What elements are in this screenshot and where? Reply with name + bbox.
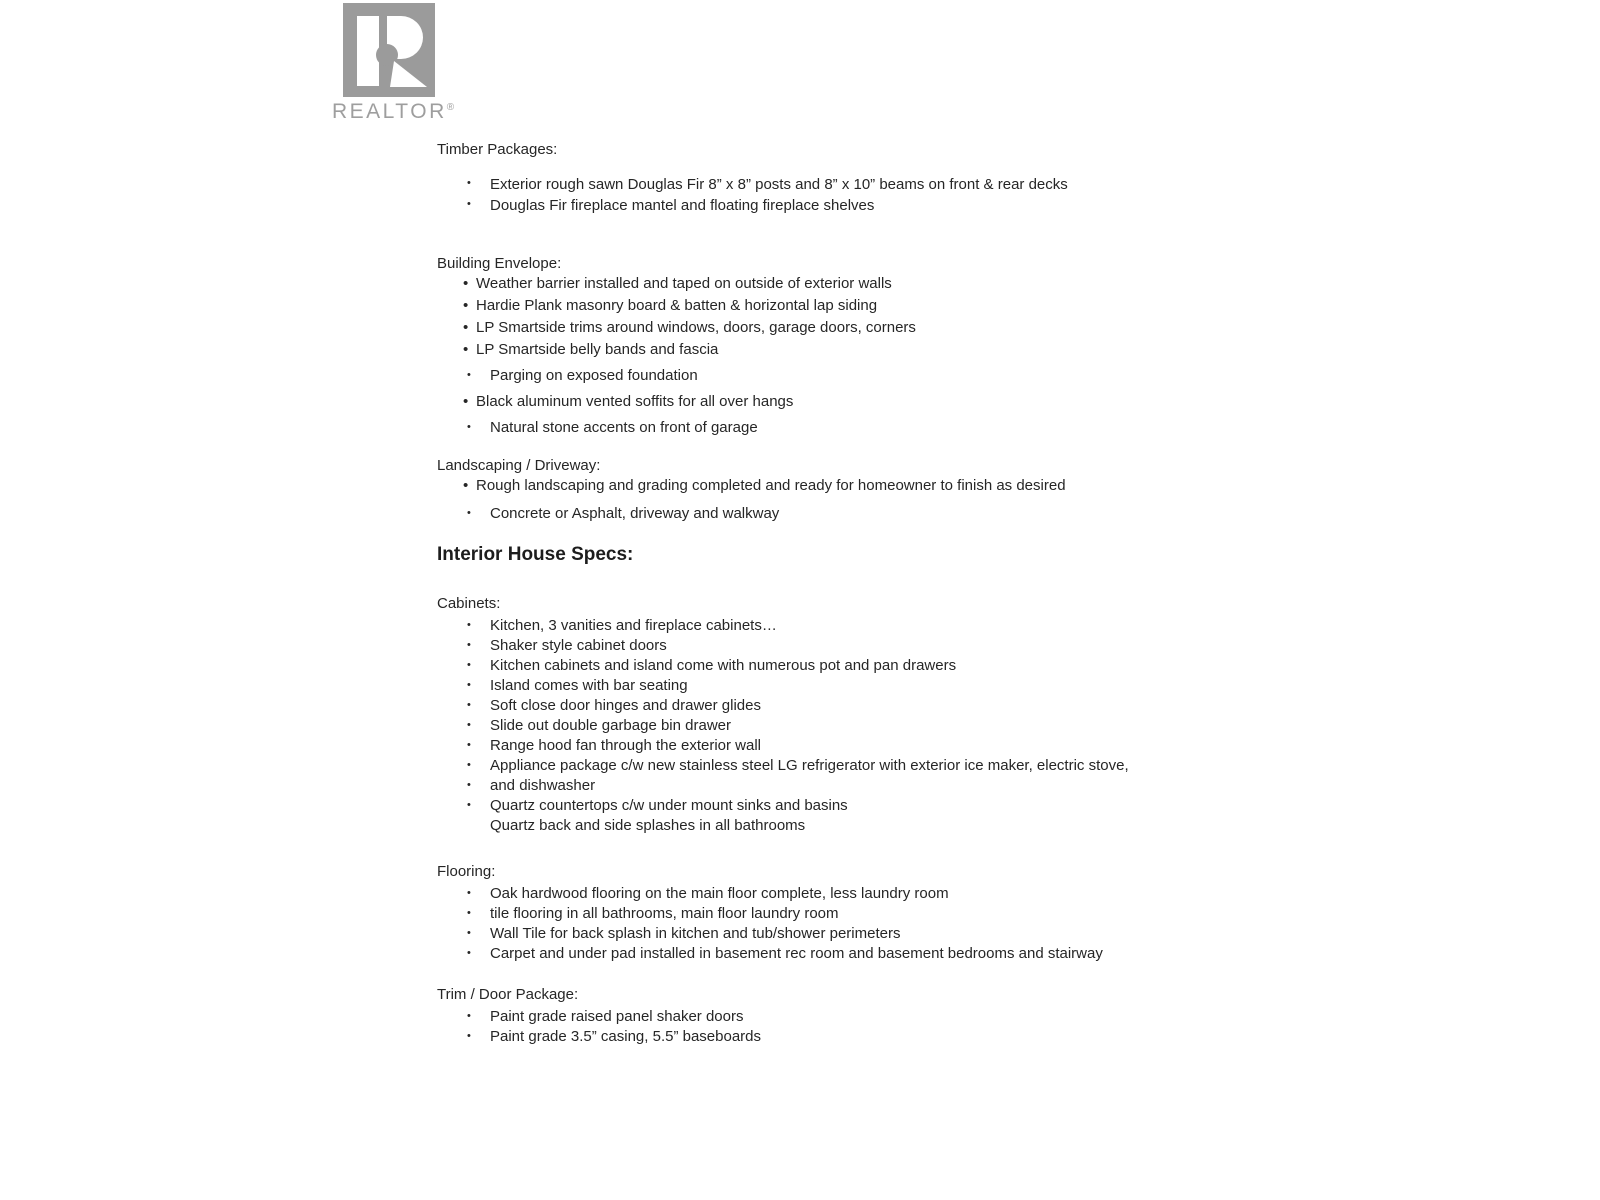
item-text: Douglas Fir fireplace mantel and floating fireplace shelves: [490, 197, 875, 214]
section-list: [437, 884, 1217, 964]
bullet-icon: •: [467, 177, 471, 189]
section-building-envelope: [437, 254, 1217, 443]
section-flooring: [437, 862, 1217, 964]
list-item: [437, 1027, 1217, 1047]
list-item: [437, 904, 1217, 924]
list-item: [437, 317, 1217, 339]
bullet-icon: •: [467, 927, 471, 939]
item-text: Shaker style cabinet doors: [490, 637, 667, 654]
bullet-icon: •: [463, 341, 469, 358]
list-item: [437, 616, 1217, 636]
bullet-icon: •: [467, 369, 471, 381]
item-text: Wall Tile for back splash in kitchen and tub/shower perimeters: [490, 925, 901, 942]
list-item: [437, 776, 1217, 796]
item-text: Paint grade 3.5” casing, 5.5” baseboards: [490, 1028, 762, 1045]
section-landscaping-driveway: [437, 456, 1217, 527]
list-item: [437, 1007, 1217, 1027]
bullet-icon: •: [463, 275, 469, 292]
bullet-icon: •: [467, 699, 471, 711]
bullet-icon: •: [463, 319, 469, 336]
section-list: [437, 1007, 1217, 1047]
section-heading: Building Envelope:: [437, 255, 562, 272]
section-heading: Cabinets:: [437, 595, 501, 612]
bullet-icon: •: [467, 887, 471, 899]
item-text: Carpet and under pad installed in basement rec room and basement bedrooms and stairway: [490, 945, 1103, 962]
item-text: Rough landscaping and grading completed and ready for homeowner to finish as desired: [476, 477, 1066, 494]
item-text: LP Smartside trims around windows, doors, garage doors, corners: [476, 319, 916, 336]
bullet-icon: •: [467, 507, 471, 519]
item-text: Quartz countertops c/w under mount sinks and basins: [490, 797, 848, 814]
list-item: [437, 716, 1217, 736]
realtor-block-r-icon: [343, 3, 435, 97]
item-text: Natural stone accents on front of garage: [490, 419, 758, 436]
logo-wordmark: REALTOR: [332, 100, 447, 123]
item-text: LP Smartside belly bands and fascia: [476, 341, 719, 358]
item-text: and dishwasher: [490, 777, 596, 794]
list-item: [437, 416, 1217, 440]
list-item: [437, 295, 1217, 317]
list-item: [437, 364, 1217, 388]
list-item: [437, 636, 1217, 656]
list-item: [437, 676, 1217, 696]
item-text: Quartz back and side splashes in all bathrooms: [490, 817, 806, 834]
list-item: [437, 195, 1217, 216]
bullet-icon: •: [467, 759, 471, 771]
item-text: Exterior rough sawn Douglas Fir 8” x 8” posts and 8” x 10” beams on front & rear decks: [490, 176, 1068, 193]
section-heading: Timber Packages:: [437, 141, 558, 158]
section-heading: Landscaping / Driveway:: [437, 457, 601, 474]
bullet-icon: •: [467, 619, 471, 631]
bullet-icon: •: [467, 679, 471, 691]
item-text: Kitchen, 3 vanities and fireplace cabinets…: [490, 617, 777, 634]
registered-trademark-symbol: ®: [446, 102, 455, 113]
list-item: [437, 756, 1217, 776]
bullet-icon: •: [467, 719, 471, 731]
main-heading: Interior House Specs:: [437, 544, 634, 565]
bullet-icon: •: [467, 639, 471, 651]
section-list: [437, 174, 1217, 216]
item-text: Range hood fan through the exterior wall: [490, 737, 762, 754]
list-item: [437, 944, 1217, 964]
bullet-icon: •: [467, 421, 471, 433]
section-heading: Trim / Door Package:: [437, 986, 579, 1003]
bullet-icon: •: [467, 947, 471, 959]
bullet-icon: •: [467, 1010, 471, 1022]
logo-label: [332, 100, 455, 124]
item-text: Concrete or Asphalt, driveway and walkway: [490, 505, 780, 522]
item-text: Soft close door hinges and drawer glides: [490, 697, 761, 714]
section-list: [437, 273, 1217, 440]
item-text: Oak hardwood flooring on the main floor complete, less laundry room: [490, 885, 949, 902]
item-text: Black aluminum vented soffits for all over hangs: [476, 393, 794, 410]
list-item: [437, 501, 1217, 527]
item-text: Appliance package c/w new stainless steel LG refrigerator with exterior ice maker, electric stove,: [490, 757, 1129, 774]
list-item: [437, 656, 1217, 676]
item-text: Slide out double garbage bin drawer: [490, 717, 732, 734]
list-item: [437, 174, 1217, 195]
item-text: Kitchen cabinets and island come with numerous pot and pan drawers: [490, 657, 957, 674]
item-text: Island comes with bar seating: [490, 677, 688, 694]
item-text: Hardie Plank masonry board & batten & horizontal lap siding: [476, 297, 878, 314]
item-text: Parging on exposed foundation: [490, 367, 698, 384]
list-item: [437, 884, 1217, 904]
item-text: Weather barrier installed and taped on outside of exterior walls: [476, 275, 892, 292]
list-item: [437, 796, 1217, 816]
list-item: [437, 391, 1217, 413]
bullet-icon: •: [467, 198, 471, 210]
bullet-icon: •: [467, 1030, 471, 1042]
bullet-icon: •: [467, 799, 471, 811]
list-item: [437, 475, 1217, 497]
section-list: [437, 475, 1217, 527]
list-item: [437, 696, 1217, 716]
section-trim-door-package: [437, 985, 1217, 1047]
item-text: Paint grade raised panel shaker doors: [490, 1008, 744, 1025]
section-timber-packages: [437, 140, 1217, 216]
bullet-icon: •: [467, 739, 471, 751]
realtor-logo: [332, 3, 455, 124]
bullet-icon: •: [463, 477, 469, 494]
section-cabinets: [437, 594, 1217, 836]
bullet-icon: •: [467, 907, 471, 919]
bullet-icon: •: [467, 659, 471, 671]
list-item: [437, 924, 1217, 944]
list-item: [437, 736, 1217, 756]
bullet-icon: •: [467, 779, 471, 791]
list-item: [437, 339, 1217, 361]
section-heading: Flooring:: [437, 863, 496, 880]
item-text: tile flooring in all bathrooms, main floor laundry room: [490, 905, 839, 922]
bullet-icon: •: [463, 297, 469, 314]
section-list: [437, 616, 1217, 836]
list-item: [437, 273, 1217, 295]
list-item: [437, 816, 1217, 836]
bullet-icon: •: [463, 393, 469, 410]
